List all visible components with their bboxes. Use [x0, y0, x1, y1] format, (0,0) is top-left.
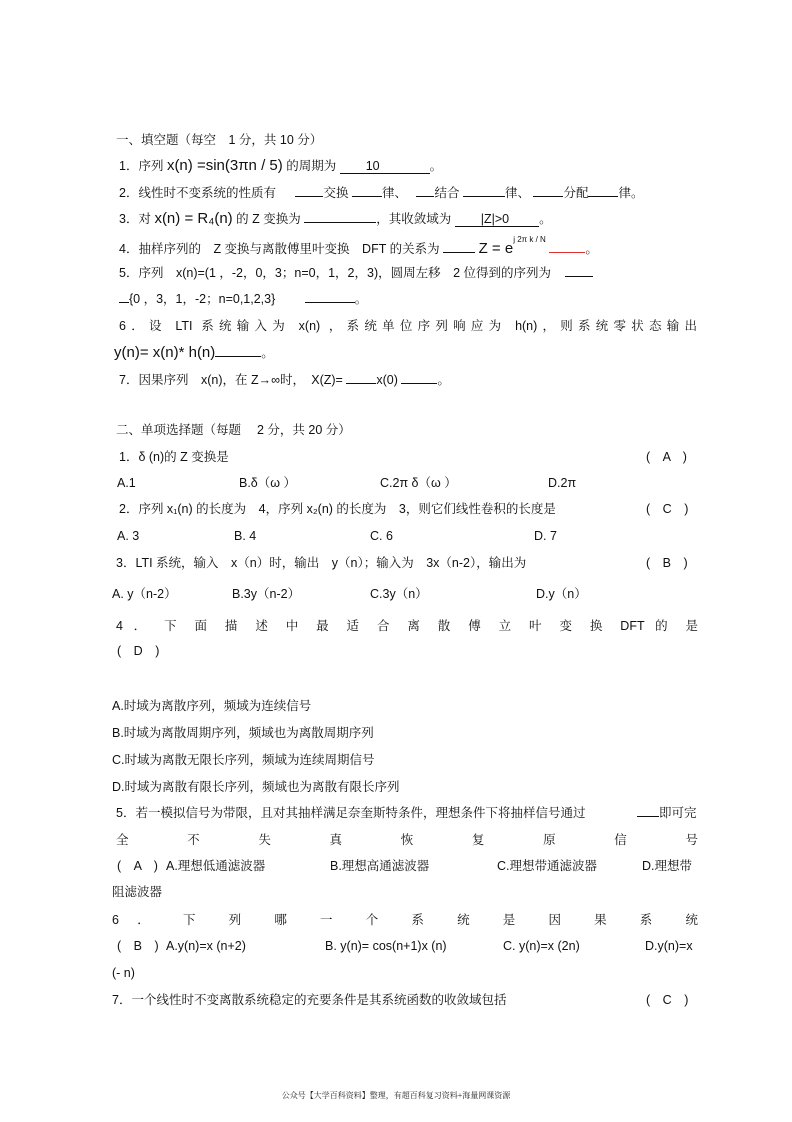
fill-q5-line1 [119, 265, 593, 281]
q6-answer: y(n)= x(n)* h(n) [114, 344, 216, 361]
choice-q2-option-c: C. 6 [370, 529, 393, 543]
choice-q6-line1: 6 ． 下 列 哪 一 个 系 统 是 因 果 系 统 [112, 913, 698, 927]
fill-q6-line2 [114, 345, 274, 361]
choice-q6-option-b: B. y(n)= cos(n+1)x (n) [325, 939, 447, 953]
q1-text-2: 的周期为 [286, 159, 337, 173]
q4-text: 4．抽样序列的 Z 变换与离散傅里叶变换 DFT 的关系为 [119, 242, 440, 257]
section2-title: 二、单项选择题（每题 2 分，共 20 分） [116, 423, 351, 437]
choice-q5-answer: ( A ) [117, 859, 158, 873]
choice-q7-answer: ( C ) [646, 993, 689, 1007]
choice-q1-option-a: A.1 [117, 476, 136, 490]
choice-q4-option-d: D.时域为离散有限长序列，频域也为离散有限长序列 [112, 780, 400, 794]
q7-answer: x(0) [376, 373, 398, 387]
q7-text: 7．因果序列 x(n)，在 Z→∞时， X(Z)= [119, 373, 343, 387]
q5-end: 。 [354, 292, 368, 306]
q4-end: 。 [585, 242, 598, 257]
q3-text-2: 的 Z 变换为 [236, 212, 301, 226]
choice-q5-option-a: A.理想低通滤波器 [166, 859, 266, 873]
q7-end: 。 [437, 373, 450, 387]
choice-q3: 3．LTI 系统，输入 x（n）时，输出 y（n）；输入为 3x（n-2），输出为 [116, 556, 527, 570]
choice-q2-option-a: A. 3 [117, 529, 140, 543]
q2-word: 结合 [434, 186, 460, 200]
choice-q2-option-b: B. 4 [234, 529, 257, 543]
choice-q1-option-b: B.δ（ω ） [239, 476, 297, 490]
choice-q5-line1 [116, 805, 696, 821]
q5-answer: {0 ，3，1，-2；n=0,1,2,3} [129, 292, 276, 306]
q1-answer: 10 [340, 160, 430, 174]
choice-q3-option-b: B.3y（n-2） [232, 587, 301, 601]
choice-q1-option-c: C.2π δ（ω ） [380, 476, 457, 490]
choice-q1: 1．δ (n)的 Z 变换是 [119, 450, 229, 464]
choice-q5-line2: 全 不 失 真 恢 复 原 信 号 [116, 833, 698, 847]
fill-q1: 1．序列 x(n) =sin(3πn / 5) 的周期为 10 。 [119, 157, 443, 174]
q4-expression: Z = e [478, 240, 514, 258]
choice-q5-option-d: D.理想带 [642, 859, 693, 873]
q3-end: 。 [539, 212, 552, 226]
choice-q4-answer: ( D ) [117, 644, 160, 658]
q2-word: 分配 [563, 186, 589, 200]
q5-text: 5．序列 x(n)=(1 ，-2，0，3；n=0，1，2，3)，圆周左移 2 位得到的序列为 [119, 266, 552, 280]
q2-word: 交换 [323, 186, 349, 200]
choice-q6-answer: ( B ) [117, 939, 159, 953]
choice-q5-option-c: C.理想带通滤波器 [497, 859, 598, 873]
choice-q3-option-c: C.3y（n） [370, 587, 428, 601]
choice-q6-option-c: C. y(n)=x (2n) [503, 939, 580, 953]
q1-text: 1．序列 [119, 159, 164, 173]
q2-word: 律、 [381, 186, 407, 200]
q2-word: 律、 [504, 186, 530, 200]
q5-text-tail: 即可完 [658, 806, 697, 820]
fill-q4 [119, 235, 598, 258]
section1-title: 一、填空题（每空 1 分，共 10 分） [116, 133, 323, 147]
fill-q3 [119, 211, 552, 227]
choice-q5-tail: 阻滤波器 [112, 885, 163, 899]
choice-q3-option-a: A. y（n-2） [112, 587, 177, 601]
fill-q5-line2 [119, 291, 367, 307]
choice-q3-answer: ( B ) [646, 556, 688, 570]
q2-text: 2．线性时不变系统的性质有 [119, 186, 276, 200]
choice-q1-answer: ( A ) [646, 450, 687, 464]
choice-q4-option-a: A.时域为离散序列，频域为连续信号 [112, 699, 312, 713]
choice-q2: 2．序列 x₁(n) 的长度为 4，序列 x₂(n) 的长度为 3，则它们线性卷积的长度是 [119, 502, 556, 516]
choice-q6-tail: (- n) [112, 966, 135, 980]
choice-q2-option-d: D. 7 [534, 529, 557, 543]
q3-expression: x(n) = R₄(n) [154, 210, 233, 227]
choice-q2-answer: ( C ) [646, 502, 689, 516]
choice-q6-option-a: A.y(n)=x (n+2) [166, 939, 246, 953]
q5-text: 5．若一模拟信号为带限，且对其抽样满足奈奎斯特条件，理想条件下将抽样信号通过 [116, 806, 586, 820]
q2-word: 律。 [618, 186, 644, 200]
fill-q6-line1: 6．设 LTI 系统输入为 x(n) ，系统单位序列响应为 h(n)，则系统零状态输出 [119, 319, 697, 333]
choice-q5-option-b: B.理想高通滤波器 [330, 859, 430, 873]
q4-exponent: j 2π k / N [513, 235, 546, 244]
q1-expression: x(n) =sin(3πn / 5) [166, 157, 283, 174]
q3-text-3: ，其收敛域为 [376, 212, 452, 226]
q3-answer: |Z|>0 [455, 213, 539, 227]
footer-note: 公众号【大学百科资料】整理，有超百科复习资料+海量网课资源 [281, 1091, 511, 1100]
choice-q1-option-d: D.2π [548, 476, 577, 490]
fill-q2 [119, 185, 643, 201]
choice-q4: 4 ． 下 面 描 述 中 最 适 合 离 散 傅 立 叶 变 换 DFT 的 是 [116, 619, 698, 633]
choice-q7: 7．一个线性时不变离散系统稳定的充要条件是其系统函数的收敛域包括 [112, 993, 507, 1007]
choice-q3-option-d: D.y（n） [536, 587, 587, 601]
fill-q7 [119, 372, 450, 388]
choice-q4-option-b: B.时域为离散周期序列，频域也为离散周期序列 [112, 726, 374, 740]
choice-q4-option-c: C.时域为离散无限长序列，频域为连续周期信号 [112, 753, 375, 767]
q6-end: 。 [261, 346, 274, 360]
q3-text: 3．对 [119, 212, 151, 226]
choice-q6-option-d: D.y(n)=x [645, 939, 693, 953]
